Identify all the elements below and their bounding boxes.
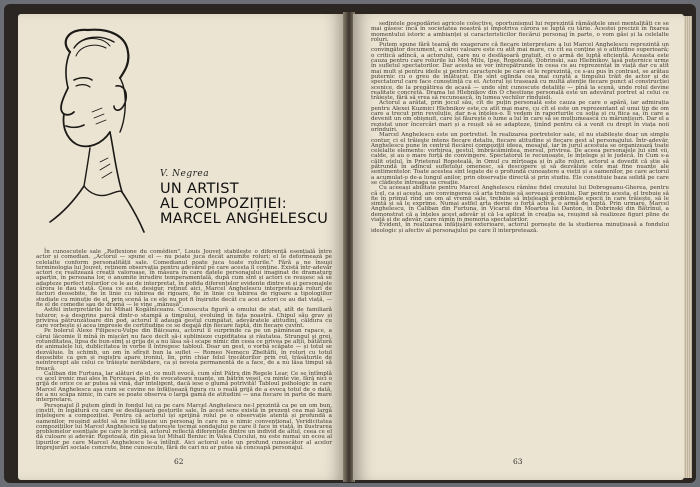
paragraph: Evident, în realizarea înfățișării exterioare, actorul pornește de la studierea minuțioasă a fondului ideologic și afectiv al personajului pe care îl interpretează.	[371, 222, 669, 234]
title-line: MARCEL ANGHELESCU	[160, 211, 329, 227]
paragraph: Pe bolerul Alexe Filipescu-Vulpe din Băiceanu, actorul îl surprinde ca pe un pămînean rapace, a cărui lăcomie îl mînă în mișcări nu face decît să-i sublinieze cupiditatea și răutatea. Strungul și grei, rotunditatea, lipsa de bun-simț și grija de a nu lăsa să-i scape nimic din ceea ce privea pe alții, bătătură de animalele lui, dublicitatea în vorbe îl întregesc tabloul. Doar un gest, o vorbă scăpate — și totul se dezvăluie. În schimb, un om în sfîrșit bun la suflet — Romeo Nemecu Zbeltăfii, în roluri cu totul deosebite ca gen și registru apare ironiul, lin, prin chiar felul trecătorilor prin rol, trăsăturile de neîntrerupt ale celui ce trăiește nerăbdare, ca și nevoia permanentă de a face, de a nu lăsa timpul să treacă.	[36, 328, 332, 372]
open-book	[4, 4, 696, 483]
paragraph: Astfel interpretările lui Mihail Kogălniceanu. Cunoscuta figură a omului de stat, atît de familiară tuturor, s-a desprins parcă dintr-o stampă a timpului, evoluînd în fața noastră. Chipul său grav și privirea pătrunzătoare din pod, actorul îl adaugă gestul cumpătat, adevăratele atitudini, căldura cu care vorbește și acea impresie de certitudine ce se degajă din fiecare faptă, din fiecare cuvînt.	[36, 307, 332, 330]
title-line: UN ARTIST	[160, 181, 239, 197]
paragraph: Caliban din Furtuna, lar alături de el, ce mult evocă, cum sînt Pătru din Regele Lear, Ce se întîmplă cu acel ironic mai ales în Fercuasa, plin de evocatoare nuanțe, un bătrîn vesel, cu minte vie, fără nici o grijă de orice ce ar putea să vină, dar inteligent, dacă iese o glumă potrivită! Tabloul psihologic în care Marcel Anghelescu așa cum se cuvine ne înfățișează figura cu o reală grijă de a evoca totul de o dată, de a nu scăpa nimic, în care se poate observa o largă gamă de atitudini — una fiecare în parte de mare interpretare.	[36, 370, 332, 404]
paragraph: Putem spune fără teamă de exagerare că fiecare interpretare a lui Marcel Anghelescu reprezintă un convingător document, a cărei valoare este cu atît mai mare, cu cît ea conține și o atitudine superioară; o critică adîncă, a actorului, care nu o desfășoară gratuit, ci o armă de luptă eficientă. Aceasta este cauza pentru care rolurile lui Moț Milu, Ipse, Ropoteală, Dobrinski, sau Hlebnikov, lasă puternice urme în sufletul spectatorilor. Dar acesta se vor întrepătrunde în ceea ce au reprezentat în viață dar cu atît mai mult și pentru ideile și pentru caracterele pe care ei le reprezintă, ce s-au pus în contrast, se arătau puternic cu o greu de înlăturat. Ele sînt oglinda cea mai curată a timpului trăit de actor și de spectatorul care face cunoștință cu ei. Actorul își trasează cu multă atenție fiecare punct al construcției scenice, de la pregătirea de acasă — unde sînt cunoscute detaliile — pînă la scenă, unde rolul devine realitate concretă. Drama lui Hlebnikov din O chestiune personală este un adevărat portret al celui ce trăiește, fără să vrea să recunoască, în lumea vechilor rînduieli.	[371, 42, 669, 102]
right-body-text	[371, 22, 669, 234]
article-title	[160, 182, 335, 227]
paragraph: Actorul a arătat, prin jocul său, cît de puțin personală este cauza pe care o apără, iar admirația pentru Alexei Kuzmici Hlebnikov este cu atît mai mare, cu cît el este un reprezentant al unui tip de om care a trecut prin revoluție, dar n-a înțeles-o. Îl vedem în raporturile cu soția și cu fiica sa, în care a devenit un om obișnuit, care își făurește o lume a lui în care să se mulțumească cu mărunțișuri. Dar el a rezistat unor încercări mari și a reușit să se adapteze, ținînd pentru că a venit cu drept în viața noii orînduiri.	[371, 100, 669, 133]
left-body-text	[36, 250, 332, 451]
paragraph: Cu aceeași abilitate pentru Marcel Anghelescu rămîne fidel crezului lui Dobrogeanu-Gherea, pentru că el, ca și acesta, are convingerea că arta trebuie să servească omului. Dar pentru acesta, el trebuie să fie în primul rînd un om al vremii sale, trebuie să înțeleagă problemele epocii în care trăiește, să le simtă și să le exprime. Numai astfel arta devine o forță activă, o armă de luptă. Prin urmare, Marcel Anghelescu, în Caliban din Furtuna, în Vicarul din Moartea lui Danton, în Dobrinski din Bătrînul, a demonstrat că a înțeles acest adevăr și că l-a aplicat în creația sa, reușind să realizeze figuri pline de viață și de adevăr, care rămîn în memoria spectatorilor.	[371, 185, 669, 223]
page-number: 62	[174, 457, 184, 466]
page-number: 63	[513, 457, 523, 466]
title-line: AL COMPOZIȚIEI:	[160, 196, 287, 212]
paragraph: Personajul îl putem gîndi în fondul lui ca pe care Marcel Anghelescu ne-l prezintă ca pe un om bun, cinstit, în legătură cu care se desfășoară gesturile sale. În acest sens există în prezent cea mai largă înțelegere a compoziției. Pentru că actorul își sprijină rolul pe o observație atentă și profundă a oamenilor, reușind astfel să ne înfățișeze un personaj în care nu e nimic convențional. Veridicitatea compozițiilor lui Marcel Anghelescu se datorește tocmai sondajului pe care îl face în viață, în ilustrarea problemelor esențiale pe care le ridică, actorul reflectă diferențele dintre un individ de altul, ceea ce el dă culoare și adevăr. Ropotoală, din piesa lui Mihail Beniuc în Valea Cucului, nu este numai un ecou al tipurilor pe care Marcel Anghelescu le-a întîlnit. Aici actorul este un profund cunoscător al acelor împrejurări sociale concrete, bine cunoscute, fără de cari nu ar putea să conceapă personajul.	[36, 402, 332, 451]
paragraph: În cunoscutele sale „Reflexione du comédien", Louis Jouvet stabilește o diferență esențială între actor și comedian. „Actorul — spune el — nu poate juca decât anumite roluri; el le deformează pe celelalte conform personalității sale. Comedianul poate juca toate rolurile." Fără a ne însuși terminologia lui Jouvet, reținem observația pentru adevărul pe care acesta îl conține. Există într-adevăr actori ce realizează creații valoroase, în măsura în care datele personajului imaginat de dramaturg aparțin, în persoana lor, o anumite înrudire temperamentală, după cum sînt și actori ce reușesc să se adapteze perfect rolurilor ce le au de interpretat, în pofida diferențelor evidente dintre ei și personajele cărora le dau viață. Ceea ce este, desigur, reținut aici, Marcel Anghelescu interpretează roluri de facturi deosebite, fie în linie cu iubirea de rigoare, fie în linie cu iubirea de rigoare a tipologiilor studiate cu minuție de el, prin scenă la ce ele nu pot fi înșiruite decât cu acei actori ce au dat viață, — fie el de comedie sau de dramă — le vine „mănușă".	[36, 249, 332, 308]
portrait-sketch	[30, 22, 150, 244]
paragraph: Marcel Anghelescu este un portretist. În realizarea portretelor sale, el nu stabilește doar un simplu contur, ci el trăiește intens fiecare detaliu, fiecare atitudine și fiecare gest al personajului. Într-adevăr, Anghelescu pune în centrul fiecărei compoziții ideea, mesajul, iar în jurul acestuia se organizează toate celelalte elemente: vorbirea, gestul, îmbrăcămintea, mersul, privirea. De aceea personajele lui sînt vii, calde, și au o mare forță de convingere. Spectatorul le recunoaște, le înțelege și le judecă. În Cum s-a călit oțelul, în Prietenul Ropoteală, în Omul cu mîrțoaga și în alte roluri, actorul a dovedit că știe să pătrundă în adîncul sufletului omenesc, să descopere și să dezvăluie cele mai fine nuanțe ale sentimentelor. Toate acestea sînt legate de o profundă cunoaștere a vieții și a oamenilor, pe care actorul a acumulat-o de-a lungul anilor, prin observație directă și prin studiu. Ele constituie baza solidă pe care se clădește întreaga sa creație.	[371, 132, 669, 186]
author-name: V. Negrea	[160, 169, 210, 179]
paragraph: sedintele gospodăriei agricole colective, oportunismul lui reprezintă rămășițele unei mentalități ce se mai găsesc încă în societatea noastră și împotriva cărora se luptă cu tărie. Acestei precizii în fixarea momentului istoric a ambianței și caracteristicilor fiecărui personaj în parte, o vom găsi și la celelalte roluri.	[371, 21, 669, 43]
page-edges	[684, 16, 692, 478]
right-page	[353, 14, 684, 480]
left-page	[18, 14, 345, 480]
